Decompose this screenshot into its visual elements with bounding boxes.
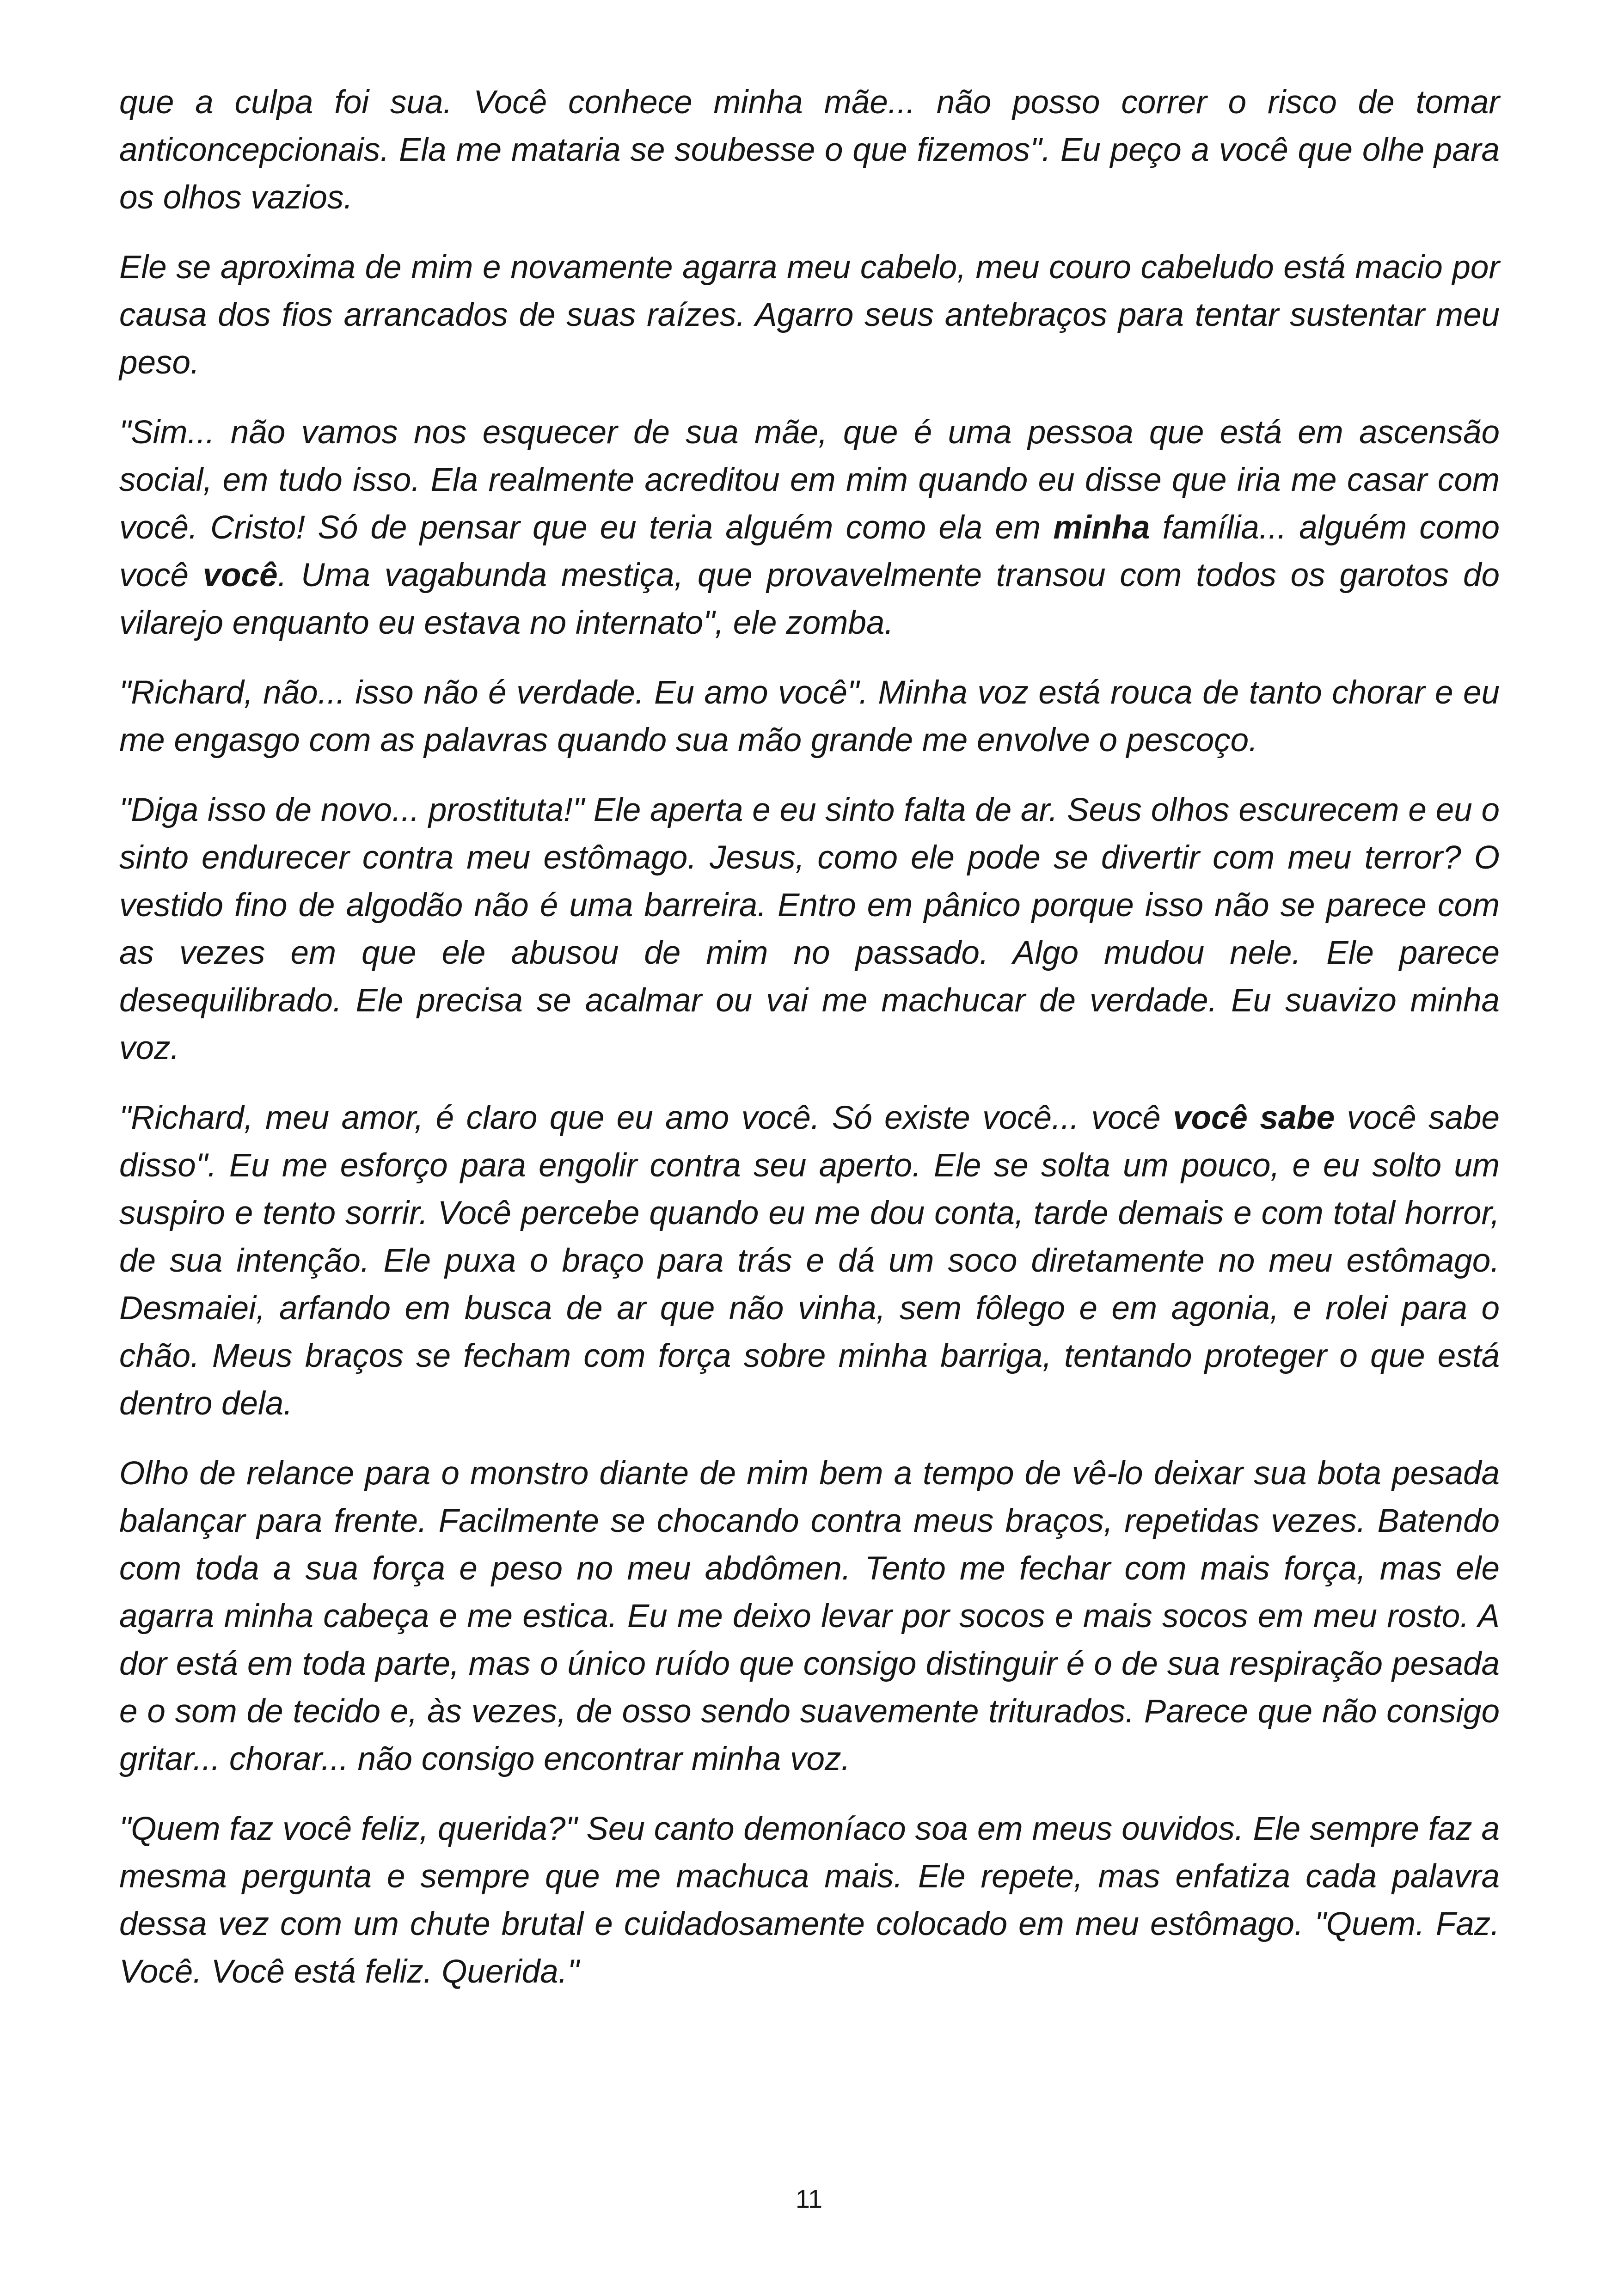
paragraph-1-text: que a culpa foi sua. Você conhece minha mãe... não posso correr o risco de tomar anticoncepcionais. Ela me mataria se soubesse o que fizemos". Eu peço a você que olhe para os olhos vazios. [119, 84, 1500, 216]
page-number: 11 [795, 2184, 823, 2213]
paragraph-8 [119, 1805, 1500, 1996]
paragraph-2-text: Ele se aproxima de mim e novamente agarra meu cabelo, meu couro cabeludo está macio por causa dos fios arrancados de suas raízes. Agarro seus antebraços para tentar sustentar meu peso. [119, 249, 1500, 381]
paragraph-3-text-a: "Sim... não vamos nos esquecer de sua mãe, que é uma pessoa que está em ascensão social, em tudo isso. Ela realmente acreditou em mim quando eu disse que iria me casar com você. Cristo! Só de pensar que eu teria alguém como ela em [119, 414, 1500, 546]
paragraph-1 [119, 79, 1500, 221]
paragraph-5 [119, 786, 1500, 1072]
paragraph-5-text: "Diga isso de novo... prostituta!" Ele aperta e eu sinto falta de ar. Seus olhos escurecem e eu o sinto endurecer contra meu estômago. Jesus, como ele pode se divertir com meu terror? O vestido fino de algodão não é uma barreira. Entro em pânico porque isso não se parece com as vezes em que ele abusou de mim no passado. Algo mudou nele. Ele parece desequilibrado. Ele precisa se acalmar ou vai me machucar de verdade. Eu suavizo minha voz. [119, 792, 1500, 1066]
paragraph-8-text: "Quem faz você feliz, querida?" Seu canto demoníaco soa em meus ouvidos. Ele sempre faz a mesma pergunta e sempre que me machuca mais. Ele repete, mas enfatiza cada palavra dessa vez com um chute brutal e cuidadosamente colocado em meu estômago. "Quem. Faz. Você. Você está feliz. Querida." [119, 1811, 1500, 1990]
paragraph-3-bold-voce: você [202, 557, 278, 594]
paragraph-6 [119, 1094, 1500, 1427]
paragraph-6-text-b: você sabe disso". Eu me esforço para engolir contra seu aperto. Ele se solta um pouco, e eu solto um suspiro e tento sorrir. Você percebe quando eu me dou conta, tarde demais e com total horror, de sua intenção. Ele puxa o braço para trás e dá um soco diretamente no meu estômago. Desmaiei, arfando em busca de ar que não vinha, sem fôlego e em agonia, e rolei para o chão. Meus braços se fecham com força sobre minha barriga, tentando proteger o que está dentro dela. [119, 1100, 1500, 1422]
paragraph-4-text: "Richard, não... isso não é verdade. Eu amo você". Minha voz está rouca de tanto chorar e eu me engasgo com as palavras quando sua mão grande me envolve o pescoço. [119, 674, 1500, 759]
paragraph-2 [119, 244, 1500, 386]
paragraph-6-text-a: "Richard, meu amor, é claro que eu amo você. Só existe você... você [119, 1100, 1173, 1136]
paragraph-3-text-b: família... alguém como você [119, 509, 1500, 594]
paragraph-7-text: Olho de relance para o monstro diante de mim bem a tempo de vê-lo deixar sua bota pesada balançar para frente. Facilmente se chocando contra meus braços, repetidas vezes. Batendo com toda a sua força e peso no meu abdômen. Tento me fechar com mais força, mas ele agarra minha cabeça e me estica. Eu me deixo levar por socos e mais socos em meu rosto. A dor está em toda parte, mas o único ruído que consigo distinguir é o de sua respiração pesada e o som de tecido e, às vezes, de osso sendo suavemente triturados. Parece que não consigo gritar... chorar... não consigo encontrar minha voz. [119, 1455, 1500, 1777]
paragraph-3-bold-minha: minha [1053, 509, 1150, 546]
body-text [119, 79, 1500, 2018]
paragraph-3 [119, 409, 1500, 647]
paragraph-7 [119, 1450, 1500, 1783]
paragraph-4 [119, 669, 1500, 764]
paragraph-3-text-c: . Uma vagabunda mestiça, que provavelmente transou com todos os garotos do vilarejo enquanto eu estava no internato", ele zomba. [119, 557, 1500, 641]
paragraph-6-bold-voce-sabe: você sabe [1173, 1100, 1335, 1136]
